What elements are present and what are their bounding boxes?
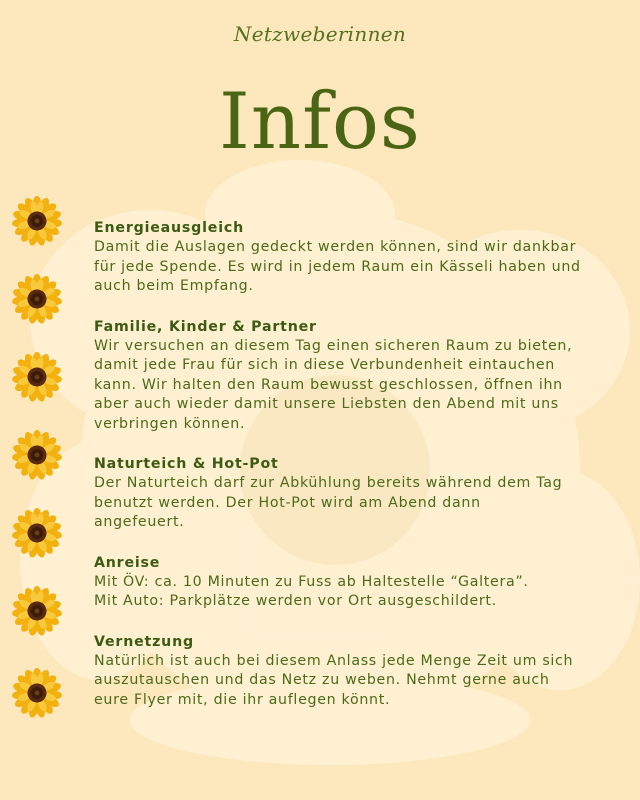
section-text-line: verbringen können. <box>94 415 246 432</box>
sunflower-icon <box>12 352 62 402</box>
section-text-line: aber auch wieder damit unsere Liebsten den Abend mit uns <box>94 396 559 412</box>
section-naturteich <box>94 454 614 533</box>
sunflower-icon <box>12 508 62 558</box>
section-familie <box>94 317 614 435</box>
section-heading: Familie, Kinder & Partner <box>94 318 317 335</box>
section-text-line: auszutauschen und das Netz zu weben. Nehmt gerne auch <box>94 672 550 688</box>
section-text-line: angefeuert. <box>94 514 185 530</box>
sunflower-icon <box>12 668 62 718</box>
section-text-line: Natürlich ist auch bei diesem Anlass jede Menge Zeit um sich <box>94 652 574 669</box>
section-energieausgleich <box>94 218 614 297</box>
sunflower-icon <box>12 586 62 636</box>
sunflower-icon <box>12 196 62 246</box>
section-text-line: damit jede Frau für sich in diese Verbundenheit eintauchen <box>94 357 555 373</box>
info-sections <box>94 218 614 730</box>
sunflower-icon <box>12 274 62 324</box>
section-text-line: kann. Wir halten den Raum bewusst geschlossen, öffnen ihn <box>94 376 563 393</box>
section-vernetzung <box>94 632 614 711</box>
section-text-line: benutzt werden. Der Hot-Pot wird am Abend dann <box>94 494 481 511</box>
section-heading: Vernetzung <box>94 633 194 650</box>
page-title: Infos <box>219 77 421 167</box>
section-text-line: Wir versuchen an diesem Tag einen sicheren Raum zu bieten, <box>94 337 573 354</box>
section-text-line: Damit die Auslagen gedeckt werden können, sind wir dankbar <box>94 239 577 255</box>
section-text-line: für jede Spende. Es wird in jedem Raum ein Kässeli haben und <box>94 258 581 275</box>
section-text-line: Der Naturteich darf zur Abkühlung bereits während dem Tag <box>94 475 563 491</box>
section-heading: Naturteich & Hot-Pot <box>94 456 279 472</box>
section-anreise <box>94 553 614 612</box>
section-heading: Anreise <box>94 554 161 571</box>
section-text-line: eure Flyer mit, die ihr auflegen könnt. <box>94 691 391 708</box>
brand-name: Netzweberinnen <box>233 22 407 46</box>
sunflower-icon <box>12 430 62 480</box>
section-text-line: auch beim Empfang. <box>94 278 254 294</box>
section-text-line: Mit Auto: Parkplätze werden vor Ort ausgeschildert. <box>94 593 497 609</box>
section-heading: Energieausgleich <box>94 220 244 236</box>
section-text-line: Mit ÖV: ca. 10 Minuten zu Fuss ab Haltestelle “Galtera”. <box>94 573 529 590</box>
